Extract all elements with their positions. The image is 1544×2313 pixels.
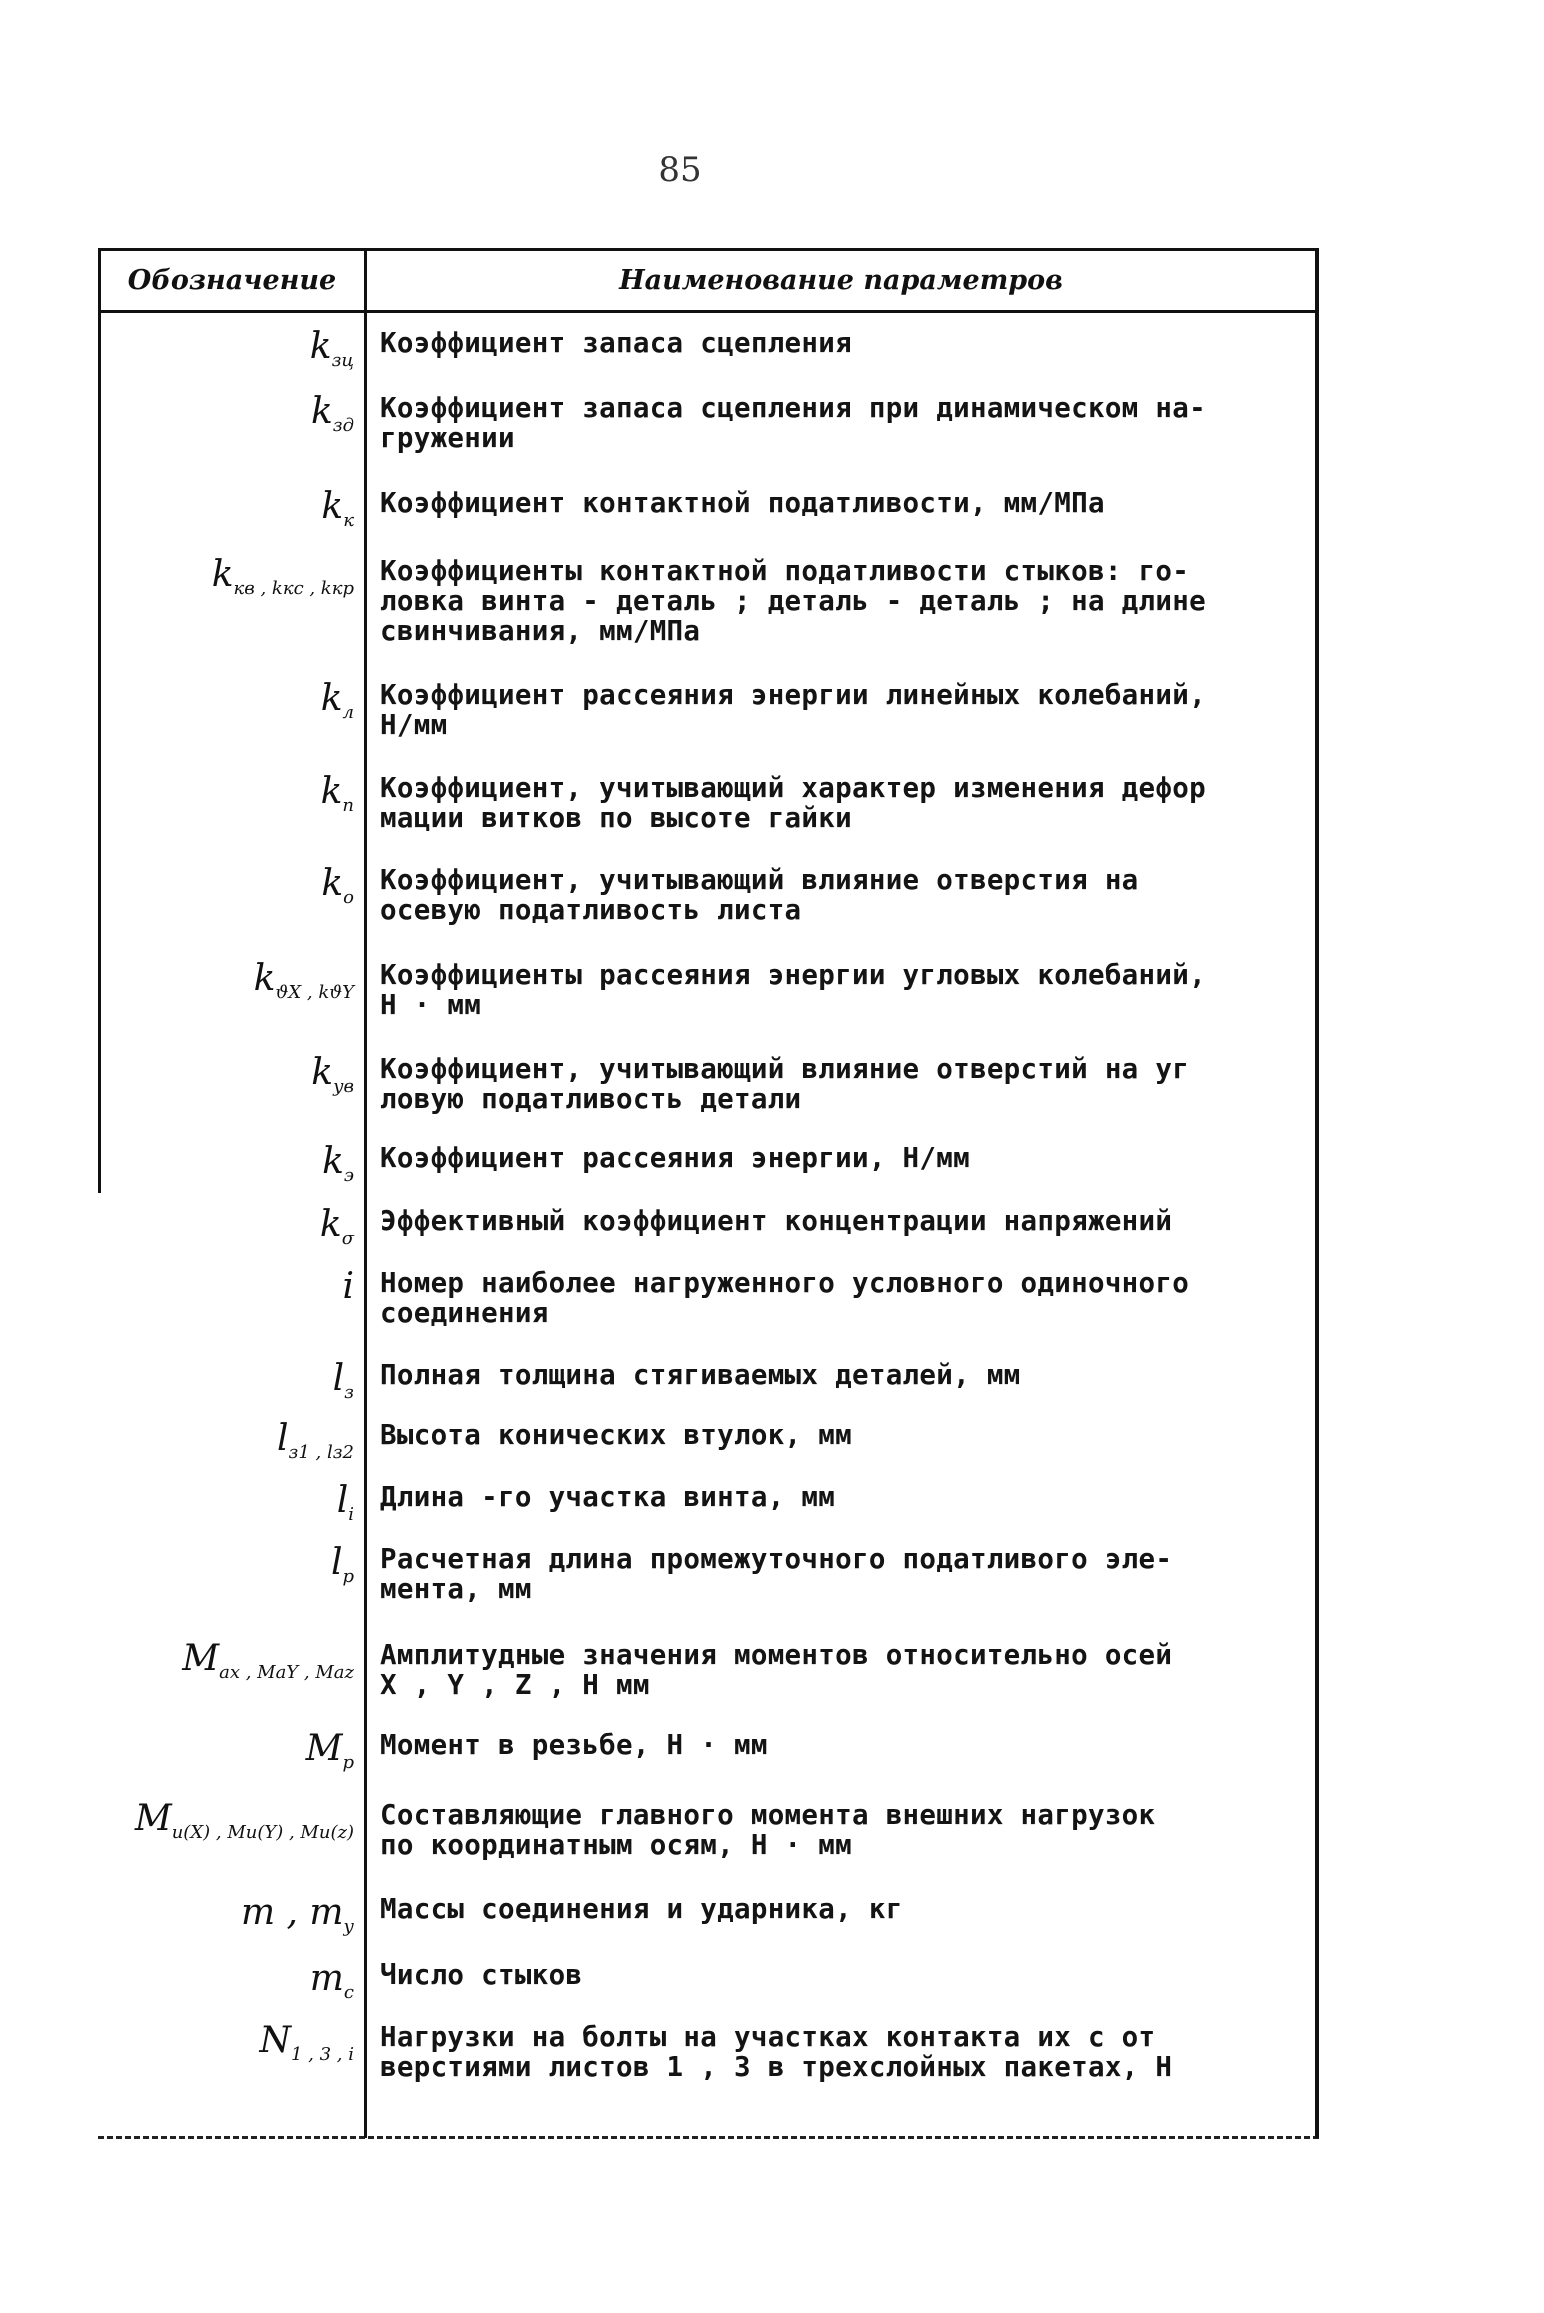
parameter-symbol: $k_п$: [320, 771, 354, 816]
parameter-symbol: $k_{ув}$: [311, 1052, 354, 1097]
parameter-description: Массы соединения и ударника, кг: [380, 1893, 903, 1925]
parameter-description: Коэффициент, учитывающий влияние отверстия на осевую податливость листа: [380, 864, 1139, 926]
parameter-symbol: $l_i$: [336, 1480, 354, 1525]
parameters-table: [98, 248, 1320, 2138]
parameter-description: Коэффициент запаса сцепления при динамическом на- гружении: [380, 392, 1206, 454]
parameter-symbol: m , $m_у$: [240, 1892, 354, 1937]
parameter-symbol: $M_{и(X) , Mи(Y) , Mи(z)}$: [134, 1798, 354, 1843]
table-left-border: [98, 248, 101, 1193]
parameter-description: Эффективный коэффициент концентрации напряжений: [380, 1205, 1173, 1237]
table-header-divider: [98, 310, 1319, 313]
parameter-symbol: $k_о$: [321, 863, 354, 908]
parameter-symbol: $N_{1 , 3 , i}$: [259, 2020, 354, 2065]
column-header-name: Наименование параметров: [619, 265, 1063, 296]
parameter-description: Коэффициент рассеяния энергии линейных колебаний, Н/мм: [380, 679, 1206, 741]
parameter-symbol: $m_с$: [309, 1958, 354, 2003]
parameter-description: Коэффициент, учитывающий влияние отверстий на уг ловую податливость детали: [380, 1053, 1190, 1115]
parameter-description: Нагрузки на болты на участках контакта их с от верстиями листов 1 , 3 в трехслойных пакетах, Н: [380, 2021, 1173, 2083]
parameter-description: Коэффициенты контактной податливости стыков: го- ловка винта - деталь ; деталь - деталь ; на длине свинчивания, мм/МПа: [380, 555, 1206, 647]
parameter-description: Длина -го участка винта, мм: [380, 1481, 836, 1513]
parameter-symbol: $k_{кв , kкс , kкр}$: [211, 554, 354, 599]
table-top-border: [98, 248, 1319, 251]
parameter-symbol: $k_{зд}$: [310, 391, 354, 436]
table-column-divider: [364, 248, 367, 2138]
parameter-description: Составляющие главного момента внешних нагрузок по координатным осям, Н · мм: [380, 1799, 1156, 1861]
table-right-border: [1315, 248, 1319, 2138]
parameter-description: Число стыков: [380, 1959, 583, 1991]
parameter-description: Коэффициент рассеяния энергии, Н/мм: [380, 1142, 970, 1174]
parameter-symbol: $M_р$: [305, 1728, 354, 1773]
parameter-description: Коэффициенты рассеяния энергии угловых колебаний, Н · мм: [380, 959, 1206, 1021]
parameter-description: Амплитудные значения моментов относительно осей X , Y , Z , Н мм: [380, 1639, 1173, 1701]
column-header-symbol: Обозначение: [127, 265, 337, 296]
parameter-symbol: $k_\sigma$: [319, 1204, 354, 1249]
parameter-description: Коэффициент запаса сцепления: [380, 327, 852, 359]
parameter-description: Момент в резьбе, Н · мм: [380, 1729, 768, 1761]
parameter-symbol: $k_л$: [320, 678, 354, 723]
table-bottom-border: [98, 2136, 1319, 2139]
parameter-description: Номер наиболее нагруженного условного одиночного соединения: [380, 1267, 1190, 1329]
parameter-symbol: i: [342, 1266, 354, 1307]
parameter-description: Коэффициент, учитывающий характер изменения дефор мации витков по высоте гайки: [380, 772, 1206, 834]
parameter-description: Высота конических втулок, мм: [380, 1419, 852, 1451]
parameter-symbol: $l_{з1 , lз2}$: [277, 1418, 354, 1463]
parameter-symbol: $l_з$: [332, 1358, 354, 1403]
parameter-symbol: $k_э$: [322, 1141, 354, 1186]
parameter-symbol: $k_{ϑX , kϑY}$: [253, 958, 354, 1003]
parameter-description: Полная толщина стягиваемых деталей, мм: [380, 1359, 1021, 1391]
page-number: 85: [658, 150, 702, 190]
parameter-description: Коэффициент контактной податливости, мм/МПа: [380, 487, 1105, 519]
parameter-description: Расчетная длина промежуточного податливого эле- мента, мм: [380, 1543, 1173, 1605]
parameter-symbol: $M_{ax , MaY , Maz}$: [182, 1638, 354, 1683]
parameter-symbol: $l_р$: [330, 1542, 354, 1587]
parameter-symbol: $k_к$: [321, 486, 354, 531]
parameter-symbol: $k_{зц}$: [309, 326, 354, 371]
